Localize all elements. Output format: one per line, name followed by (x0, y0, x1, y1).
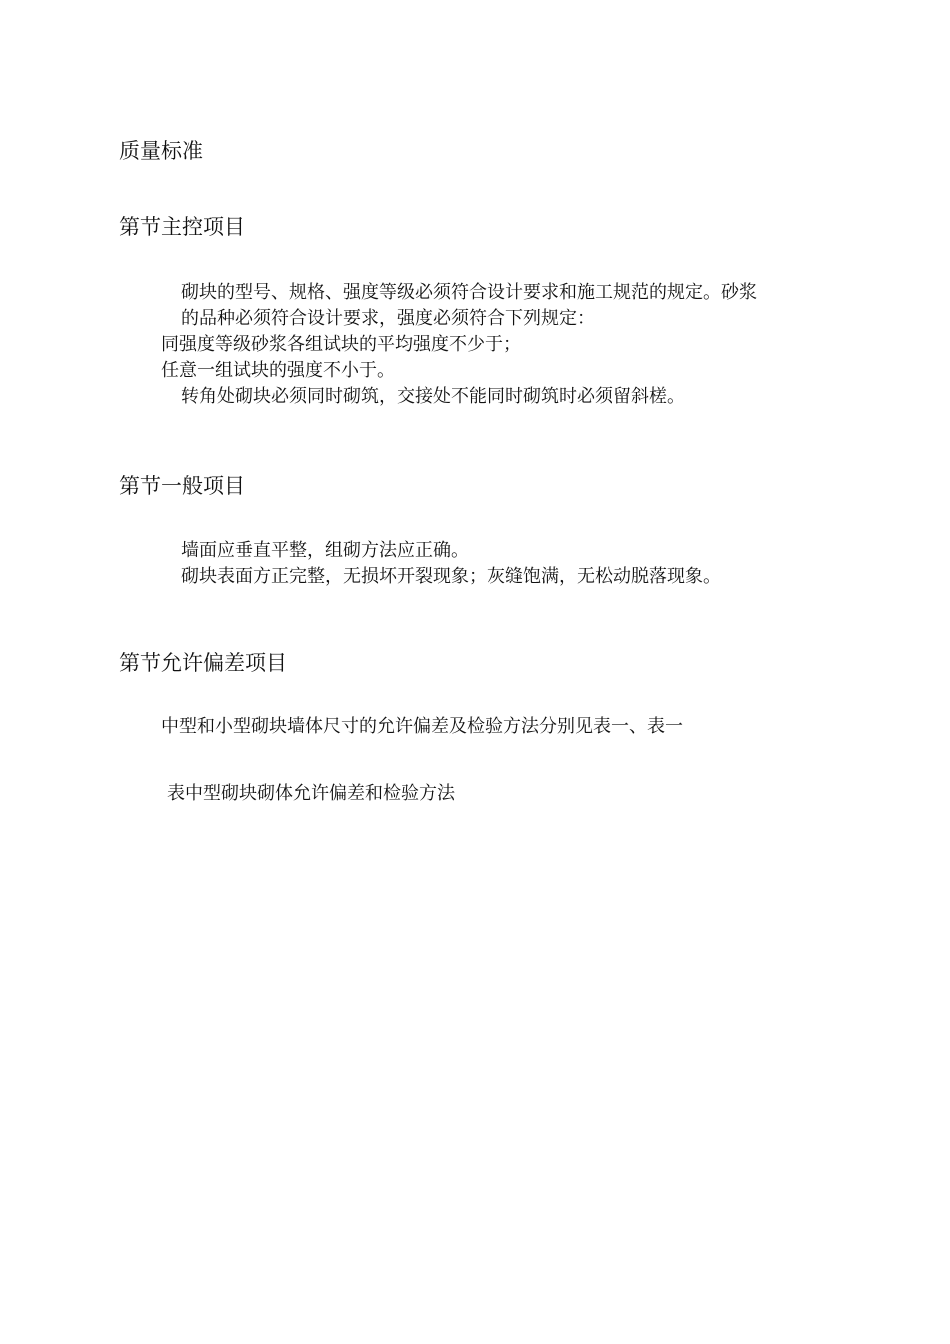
section-heading-main-control: 第节主控项目 (119, 215, 245, 239)
paragraph-line: 墙面应垂直平整，组砌方法应正确。 (181, 540, 469, 561)
paragraph-line: 转角处砌块必须同时砌筑，交接处不能同时砌筑时必须留斜槎。 (181, 386, 685, 407)
paragraph-line: 砌块的型号、规格、强度等级必须符合设计要求和施工规范的规定。砂浆 (181, 282, 757, 303)
table-caption: 表中型砌块砌体允许偏差和检验方法 (167, 783, 455, 804)
section-heading-general: 第节一般项目 (119, 474, 245, 498)
paragraph-line: 中型和小型砌块墙体尺寸的允许偏差及检验方法分别见表一、表一 (161, 716, 683, 737)
paragraph-line: 的品种必须符合设计要求，强度必须符合下列规定： (181, 308, 595, 329)
section-heading-allowed-deviation: 第节允许偏差项目 (119, 651, 287, 675)
document-title: 质量标准 (119, 139, 203, 163)
paragraph-line: 任意一组试块的强度不小于。 (161, 360, 395, 381)
paragraph-line: 同强度等级砂浆各组试块的平均强度不少于； (161, 334, 521, 355)
paragraph-line: 砌块表面方正完整，无损坏开裂现象；灰缝饱满，无松动脱落现象。 (181, 566, 721, 587)
